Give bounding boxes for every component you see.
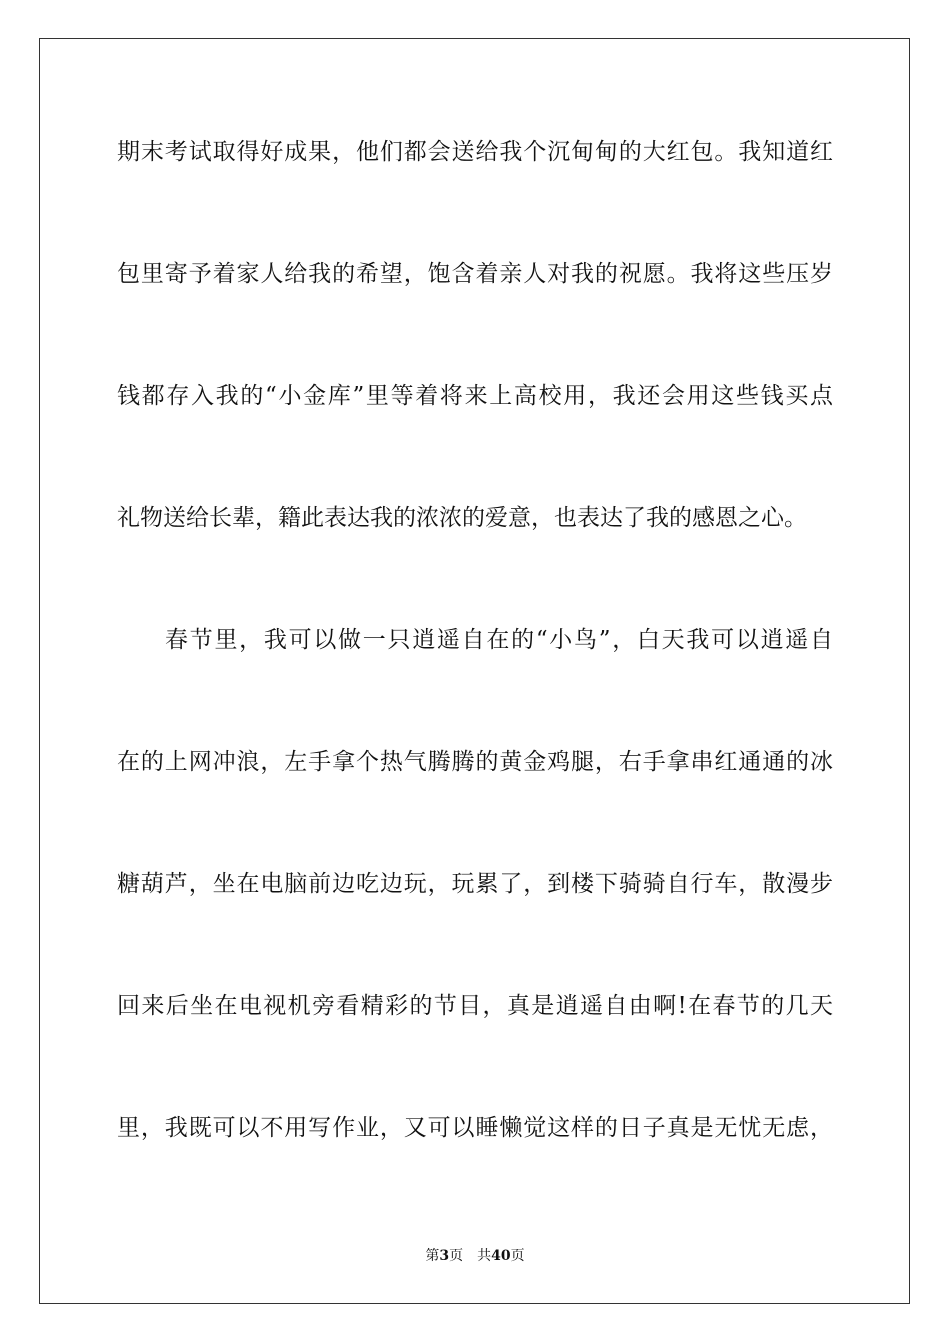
text-line: 包里寄予着家人给我的希望，饱含着亲人对我的祝愿。我将这些压岁 — [117, 261, 833, 287]
text-line: 期末考试取得好成果，他们都会送给我个沉甸甸的大红包。我知道红 — [117, 139, 833, 165]
total-unit: 页 — [510, 1248, 525, 1264]
text-line: 礼物送给长辈，籍此表达我的浓浓的爱意，也表达了我的感恩之心。 — [117, 505, 807, 531]
text-line: 里，我既可以不用写作业，又可以睡懒觉这样的日子真是无忧无虑， — [117, 1115, 833, 1141]
page-current: 3 — [439, 1248, 450, 1264]
text-line: 糖葫芦，坐在电脑前边吃边玩，玩累了，到楼下骑骑自行车，散漫步 — [117, 871, 833, 897]
page-total: 40 — [491, 1248, 511, 1264]
text-line: 在的上网冲浪，左手拿个热气腾腾的黄金鸡腿，右手拿串红通通的冰 — [117, 749, 833, 775]
page-footer — [0, 1247, 950, 1265]
text-line: 钱都存入我的“小金库”里等着将来上高校用，我还会用这些钱买点 — [117, 383, 833, 409]
page-unit: 页 — [449, 1248, 464, 1264]
total-prefix: 共 — [477, 1248, 492, 1264]
page-prefix: 第 — [425, 1248, 440, 1264]
text-line: 回来后坐在电视机旁看精彩的节目，真是逍遥自由啊!在春节的几天 — [117, 993, 833, 1019]
text-line-indented: 春节里，我可以做一只逍遥自在的“小鸟”，白天我可以逍遥自 — [165, 627, 833, 653]
